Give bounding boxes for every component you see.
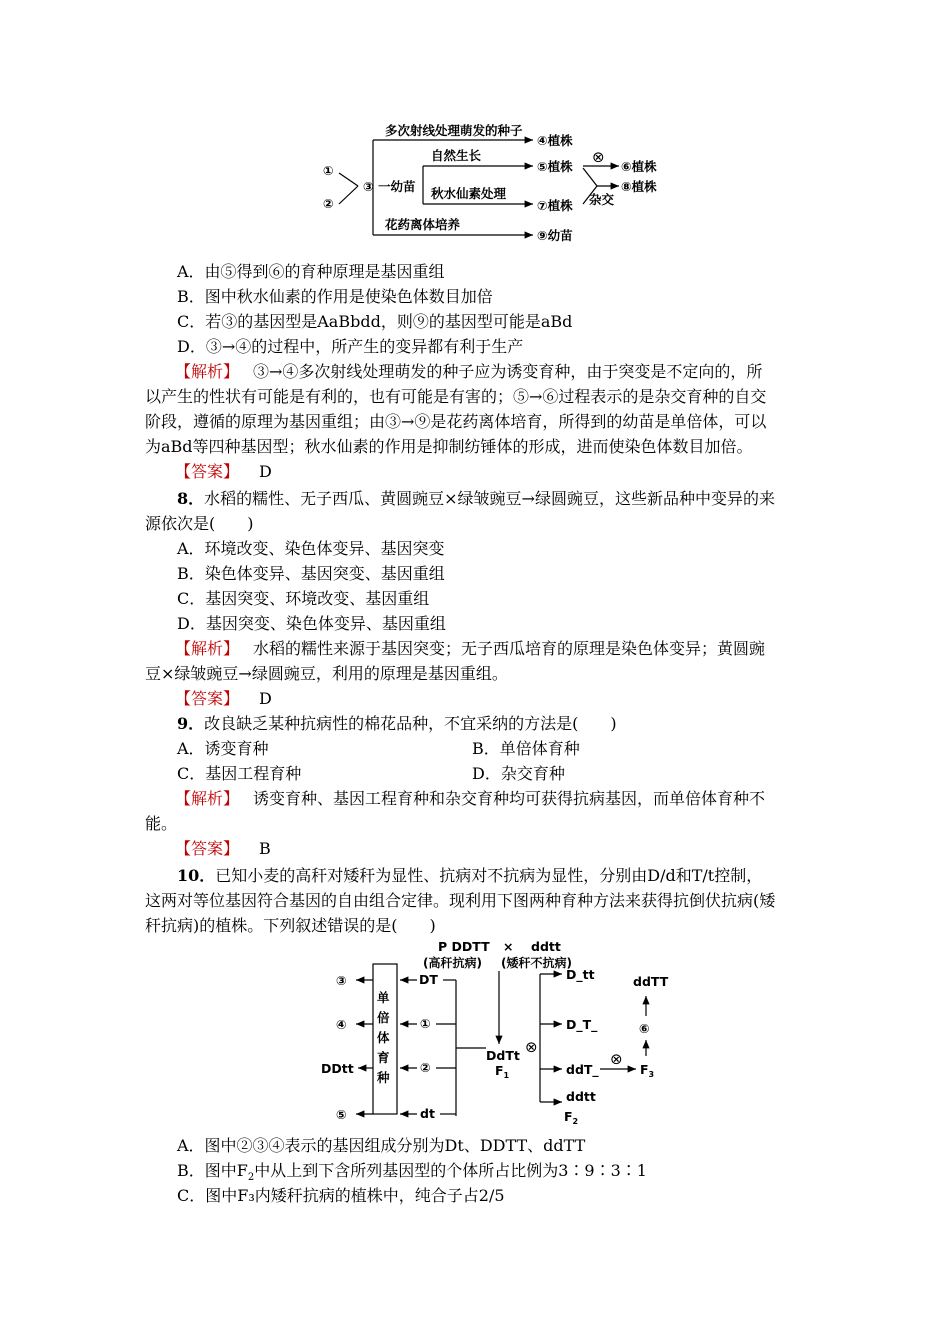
f3-label: $F_3$ [640,1062,655,1079]
q10-option-b: B．图中$F_2$中从上到下含所列基因型的个体所占比例为3∶9∶3∶1 [177,1161,647,1184]
q7-answer: 【答案】 D [175,462,272,481]
parent-ddtt: ddtt [531,939,561,954]
gamete-2: ② [420,1060,431,1075]
gamete-1: ① [420,1016,431,1031]
q10-option-c: C．图中F₃内矮秆抗病的植株中，纯合子占2/5 [177,1186,505,1205]
f2-genotype-d-t: D_T_ [566,1017,598,1032]
haploid-char-5: 种 [377,1070,390,1085]
q10-option-a: A．图中②③④表示的基因组成分别为Dt、DDTT、ddTT [177,1136,586,1155]
q10-stem-line-3: 秆抗病)的植株。下列叙述错误的是( ) [145,916,436,935]
haploid-char-1: 单 [377,990,390,1005]
plant-7: ⑦植株 [537,198,573,213]
parent-p-label: P DDTT [438,939,490,954]
q8-answer: 【答案】 D [175,689,272,708]
q8-option-c: C．基因突变、环境改变、基因重组 [177,589,430,608]
node-3: ③ [363,179,374,194]
q9-option-c: C．基因工程育种 [177,764,302,783]
plant-6: ⑥植株 [621,159,657,174]
f1-genotype: DdTt [486,1048,520,1063]
q8-analysis-line-1: 【解析】 水稻的糯性来源于基因突变；无子西瓜培育的原理是染色体变异；黄圆豌 [175,639,766,658]
q7-analysis-line-1: 【解析】 ③→④多次射线处理萌发的种子应为诱变育种，由于突变是不定向的，所 [175,362,763,381]
cross-times: × [503,939,514,954]
plant-4: ④植株 [537,133,573,148]
q9-option-a: A．诱变育种 [177,739,269,758]
q8-analysis-line-2: 豆×绿皱豌豆→绿圆豌豆，利用的原理是基因重组。 [145,664,508,683]
q9-stem: 9．改良缺乏某种抗病性的棉花品种，不宜采纳的方法是( ) [177,714,617,733]
q8-option-b: B．染色体变异、基因突变、基因重组 [177,564,445,583]
q8-option-a: A．环境改变、染色体变异、基因突变 [177,539,445,558]
plant-8: ⑧植株 [621,179,657,194]
path-radiation-label: 多次射线处理萌发的种子 [385,123,523,138]
dwarf-nonresistant-label: (矮秆不抗病) [501,956,572,970]
q9-option-b: B．单倍体育种 [472,739,580,758]
selfing-symbol-1: ⊗ [525,1038,538,1056]
result-ddtt-left: DDtt [321,1061,354,1076]
q7-analysis-line-4: 为aBd等四种基因型；秋水仙素的作用是抑制纺锤体的形成，进而使染色体数目加倍。 [145,437,753,456]
result-5: ⑤ [336,1107,347,1122]
result-6: ⑥ [639,1021,650,1036]
result-ddTT: ddTT [633,974,669,989]
f2-genotype-d-tt: D_tt [566,967,595,982]
q7-option-d: D．③→④的过程中，所产生的变异都有利于生产 [177,337,524,356]
q10-stem-line-2: 这两对等位基因符合基因的自由组合定律。现利用下图两种育种方法来获得抗倒伏抗病(矮 [145,891,776,910]
q8-stem-line-2: 源依次是( ) [145,514,254,533]
wheat-breeding-diagram [318,936,708,1128]
haploid-char-4: 育 [377,1050,390,1065]
q7-analysis-line-2: 以产生的性状有可能是有利的，也有可能是有害的；⑤→⑥过程表示的是杂交育种的自交 [145,387,767,406]
selfing-symbol-2: ⊗ [610,1050,623,1068]
node-1: ① [323,163,334,178]
gamete-dt-lower: dt [420,1106,435,1121]
q7-option-a: A．由⑤得到⑥的育种原理是基因重组 [177,262,445,281]
plant-5: ⑤植株 [537,159,573,174]
q7-option-b: B．图中秋水仙素的作用是使染色体数目加倍 [177,287,493,306]
q8-stem-line-1: 8．水稻的糯性、无子西瓜、黄圆豌豆×绿皱豌豆→绿圆豌豆，这些新品种中变异的来 [177,489,775,508]
cross-label: 杂交 [589,192,615,207]
selfing-symbol: ⊗ [592,148,605,166]
q8-option-d: D．基因突变、染色体变异、基因重组 [177,614,446,633]
seedling-9: ⑨幼苗 [537,228,573,243]
analysis-tag: 【解析】 [175,362,240,381]
q7-option-c: C．若③的基因型是AaBbdd，则⑨的基因型可能是aBd [177,312,573,331]
q9-answer: 【答案】 B [175,839,271,858]
path-anther-label: 花药离体培养 [385,217,461,232]
q9-analysis-line-1: 【解析】 诱变育种、基因工程育种和杂交育种均可获得抗病基因，而单倍体育种不 [175,789,766,808]
path-natural-label: 自然生长 [431,148,482,163]
result-3: ③ [336,973,347,988]
breeding-flow-diagram [315,118,675,254]
tall-resistant-label: (高秆抗病) [423,956,482,970]
f2-genotype-ddtt: ddtt [566,1089,596,1104]
gamete-dt-upper: DT [419,972,438,987]
path-colchicine-label: 秋水仙素处理 [431,186,507,201]
f2-label: $F_2$ [564,1109,579,1126]
haploid-char-2: 倍 [377,1010,390,1025]
q9-analysis-line-2: 能。 [145,814,178,833]
result-4: ④ [336,1017,347,1032]
seedling-label: 一幼苗 [378,179,416,194]
haploid-char-3: 体 [377,1030,390,1045]
node-2: ② [323,196,334,211]
f1-label: $F_1$ [495,1063,510,1080]
q7-analysis-line-3: 阶段，遵循的原理为基因重组；由③→⑨是花药离体培育，所得到的幼苗是单倍体，可以 [145,412,767,431]
q9-option-d: D．杂交育种 [472,764,565,783]
q10-stem-line-1: 10．已知小麦的高秆对矮秆为显性、抗病对不抗病为显性，分别由D/d和T/t控制， [177,866,763,885]
f2-genotype-ddt: ddT_ [566,1062,599,1077]
